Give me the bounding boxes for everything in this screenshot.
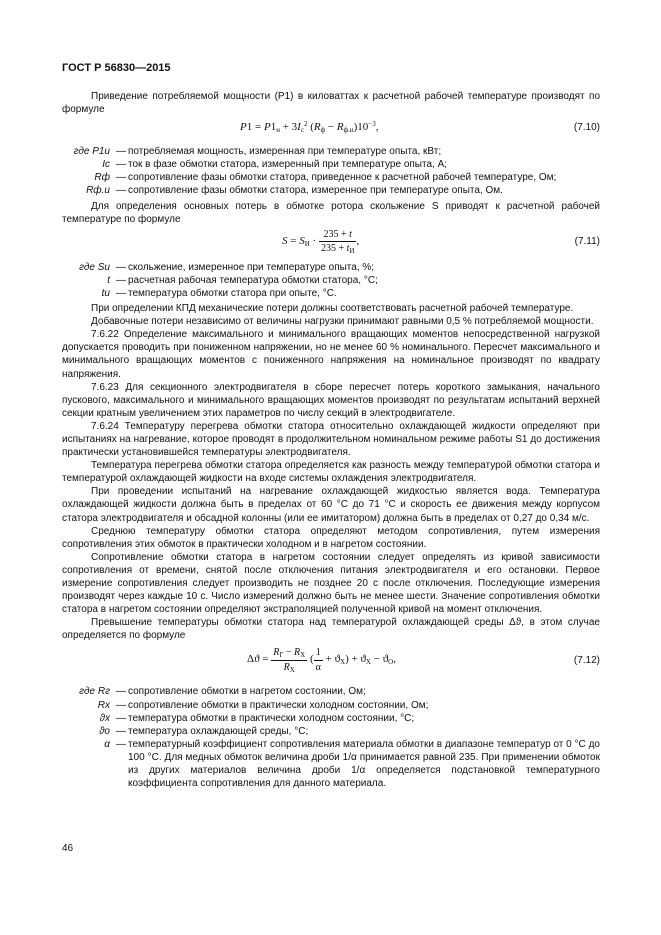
paragraph: Приведение потребляемой мощности (P1) в киловаттах к расчетной рабочей температуре производят по формуле [62, 91, 600, 116]
legend-text: расчетная рабочая температура обмотки статора, °С; [128, 274, 378, 286]
formula-7-12 [62, 644, 600, 682]
paragraph: Превышение температуры обмотки статора над температурой охлаждающей среды Δϑ, в этом случае определяется по формуле [62, 617, 600, 642]
legend-dash: — [116, 738, 126, 750]
fraction: $\frac{R_Г - R_Х}{R_Х}$ [273, 647, 306, 674]
legend-symbol: ϑх [99, 712, 110, 724]
document-body [62, 90, 600, 792]
legend-symbol: tи [101, 287, 110, 299]
fraction: $\frac{235 + t}{235 + t_И}$ [320, 228, 355, 255]
fraction: $\frac{1}{\alpha}$ [315, 647, 321, 673]
page-number: 46 [62, 843, 74, 854]
formula-number: (7.11) [574, 235, 600, 247]
formula-expression: $S = S_И$ · $\frac{235 + t}{235 + t_И}$ , [282, 228, 360, 255]
legend-text: сопротивление обмотки в практически холодном состоянии, Ом; [128, 699, 429, 711]
legend-text: температура охлаждающей среды, °С; [128, 725, 309, 737]
paragraph: Для определения основных потерь в обмотке ротора скольжение S приводят к расчетной рабочей температуре по формуле [62, 200, 600, 225]
legend-dash: — [116, 287, 126, 299]
legend-text: сопротивление фазы обмотки статора, измеренное при температуре опыта, Ом. [128, 185, 503, 197]
legend-symbol: где P1и [73, 146, 110, 158]
paragraph: При проведении испытаний на нагревание охлаждающей жидкостью является вода. Температура охлаждающей жидкости должна быть в пределах от 60 °С до 71 °С и скорость ее движения между корпусом статора электродвигателя и обсадной колонны (или ее имитатором) должна быть в пределах от 0,27 до 0,34 м/с. [62, 486, 600, 524]
paragraph: 7.6.22 Определение максимального и минимального вращающих моментов непосредственной нагрузкой допускается проводить при пониженном напряжении, но не менее 60 % номинального. Пересчет максимального и минимального вращающих моментов с пониженного напряжения на номинальное производят по квадрату напряжения. [62, 329, 600, 380]
legend-symbol: Rф [94, 172, 110, 184]
legend-text: температура обмотки статора при опыте, °С. [128, 287, 337, 299]
legend-symbol: α [104, 738, 110, 750]
legend-symbol: t [107, 274, 110, 286]
paragraph: 7.6.23 Для секционного электродвигателя в сборе пересчет потерь короткого замыкания, начального пускового, максимального и минимального вращающих моментов производят по результатам испытаний верхней секции кратным увеличением этих параметров по числу секций в электродвигателе. [62, 381, 600, 419]
legend-text: сопротивление фазы обмотки статора, приведенное к расчетной рабочей температуре, Ом; [128, 172, 557, 184]
legend-list [62, 145, 600, 197]
legend-dash: — [116, 159, 126, 171]
legend-text: температурный коэффициент сопротивления материала обмотки в диапазоне температур от 0 °С до 100 °С. Для медных обмоток величина дроби 1/α принимается равной 235. При применении обмоток из других материалов величина дроби 1/α определяется подстановкой температурного коэффициента сопротивления для данного материала. [128, 738, 600, 790]
legend-dash: — [116, 172, 126, 184]
legend-list [62, 685, 600, 790]
paragraph: 7.6.24 Температуру перегрева обмотки статора относительно охлаждающей жидкости определяют при испытаниях на нагревание, которое проводят в продолжительном номинальном режиме работы S1 до достижения практически установившейся температуры электродвигателя. [62, 420, 600, 459]
paragraph: Температура перегрева обмотки статора определяется как разность между температурой обмотки статора и температурой охлаждающей жидкости на входе системы охлаждения электродвигателя. [62, 460, 600, 485]
legend-text: ток в фазе обмотки статора, измеренный при температуре опыта, А; [128, 159, 448, 171]
legend-dash: — [116, 712, 126, 724]
legend-dash: — [116, 146, 126, 158]
legend-dash: — [116, 261, 126, 273]
paragraph: Сопротивление обмотки статора в нагретом состоянии следует определять из кривой зависимости сопротивления от времени, снятой после отключения питания электродвигателя и его остановки. Первое измерение сопротивления следует производить не позднее 20 с после отключения. Последующие измерения производят через каждые 10 с. Число измерений должно быть не менее шести. Значение сопротивления обмотки статора в нагретом состоянии определяют экстраполяцией полученной кривой на момент отключения. [62, 551, 600, 616]
legend-text: температура обмотки в практически холодном состоянии, °С; [128, 712, 415, 724]
legend-text: скольжение, измеренное при температуре опыта, %; [128, 261, 375, 273]
document-header: ГОСТ Р 56830—2015 [62, 62, 171, 74]
legend-dash: — [116, 686, 126, 698]
paragraph: При определении КПД механические потери должны соответствовать расчетной рабочей температуре. [91, 303, 574, 315]
legend-dash: — [116, 699, 126, 711]
formula-7-11 [62, 228, 600, 258]
formula-number: (7.10) [573, 122, 600, 134]
paragraph: Среднюю температуру обмотки статора определяют методом сопротивления, путем измерения сопротивления этих обмоток в практически холодном и в нагретом состоянии. [62, 525, 600, 550]
legend-symbol: ϑо [98, 725, 110, 737]
legend-symbol: Iс [102, 159, 110, 171]
formula-number: (7.12) [573, 655, 600, 667]
legend-symbol: Rф.и [86, 185, 110, 197]
legend-symbol: где Rг [79, 686, 110, 698]
formula-7-10 [62, 118, 600, 142]
formula-expression: $P1 = P1_и + 3I_с^2$ $(R_ф - R_{ф.и})10^{-3}$, [240, 120, 379, 135]
legend-dash: — [116, 185, 126, 197]
formula-expression: Δϑ = $\frac{R_Г - R_Х}{R_Х}$ ( $\frac{1}{\alpha}$ + $ϑ_Х) + ϑ_Х - ϑ_О$, [247, 647, 396, 674]
legend-list [62, 261, 600, 300]
legend-symbol: где Sи [79, 261, 110, 273]
legend-symbol: Rх [97, 699, 110, 711]
legend-text: сопротивление обмотки в нагретом состоянии, Ом; [128, 686, 366, 698]
legend-text: потребляемая мощность, измеренная при температуре опыта, кВт; [128, 146, 442, 158]
paragraph: Добавочные потери независимо от величины нагрузки принимают равными 0,5 % потребляемой мощности. [91, 316, 594, 328]
legend-dash: — [116, 725, 126, 737]
legend-dash: — [116, 274, 126, 286]
